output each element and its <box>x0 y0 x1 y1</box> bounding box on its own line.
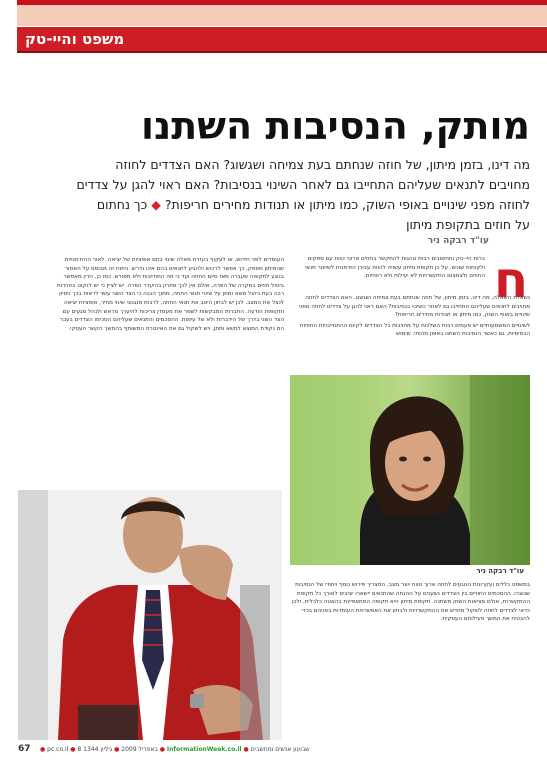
deck-line-1: מה דינו, בזמן מיתון, של חוזה שנחתם בעת צמיחה ושגשוג? האם הצדדים לחוזה <box>115 157 530 172</box>
stressed-man-photo <box>18 490 282 740</box>
deck-line-3: לחוזה מפני שינויים באופי השוק, כמו מיתון או תנודות מחירים חריפות? <box>164 197 530 212</box>
byline: עו"ד רבקה ניר <box>427 236 489 246</box>
footer-date: 8 באפריל 2009 <box>77 746 158 753</box>
deck-line-3-wrap <box>30 195 530 215</box>
dropcap: ח <box>493 251 529 309</box>
body-question-text: נשאלת השאלה, מה דינו, בזמן מיתון, של חוזה שנחתם בעת צמיחה ושגשוג. האם הצדדים לחוזה מחויבים לתנאים שעליהם התחייבו גם לאחר השינוי בנסיבות? האם ראוי להגן על צדדים לחוזה מפני שינויים באופי השוק, כמו מיתון או תנודות מחירים חריפות? <box>298 295 530 319</box>
page-number: 67 <box>18 744 31 754</box>
footer-dot-icon: ● <box>243 746 249 753</box>
footer-publication: שבועון אנשים ומחשבים <box>250 746 310 753</box>
author-portrait <box>290 375 530 565</box>
headline: מותק, הנסיבות השתנו <box>140 104 530 148</box>
body-intro: ברות היי-טק ותחשובים רבות נוהגות להתקשר בחוזים ארוכי טווח עם ספקים ולקוחות שונים. על כן תקופת מיתון עשויה להוות עבורן הזדמנות לשיפור תנאי החוזים ולצמצום התקשרויות לא יעילות ולא רווחיות. <box>304 256 485 280</box>
body-left-column: העומדים לפני חידוש, או לעקוף בעזרת מאלה שינוי בתם אופציות של יציאה. לאור ההזדמנויות שהמיתון מספק, כך אפשר לרכוש ולהגיע לתנאים בהם אינו נדרש. ניתוח זה מבוסס על האמור בנוגע לתקופה שעברה מאז סיום החוזה ועד כי מה התחייבות ולא מפורש. כמו כן, הדין מאפשר ביטול חוזים במקרה של הפרה, אולם אין לכך פתרון בהיעדר הפרה. יש לציין כי יש לנקוט בזהירות רבה בעת ניהול משא ומתן על שינוי תנאי החוזה, מתוך הבנה כי הצד השני עשוי לראות בכך ניסיון לנצל את המצב. לכן יש לבחון היטב את תנאי החוזה, לרבות מנגנוני שינוי מחיר, אופציות יציאה ותקופות הודעה. החברות המבקשות לשפר את מעמדן צריכות להיערך מראש ולנהל מגעים עם הצד השני בדרך של הידברות ולא של עימות. ההסכמים והתנאים שעליהם הסכימו הצדדים בעבר הם נקודת המוצא למשא ומתן, ויש לשקול גם את האינטרס המשותף בהמשך הקשר העסקי. <box>57 257 284 332</box>
top-red-strip <box>17 0 547 5</box>
deck <box>30 155 530 235</box>
body-bottom-column: במשפט כללים ועקרונות הנוגעים לחוזה ארוך טווח יוצר מצב, המצריך פירוש נוסף ויחודי של הנסיבות שנוצרו. ההסכמים החוזיים בין הצדדים נשענים על ההנחה שהתנאים יישארו יציבים לאורך כל תקופת ההתקשרות, אולם מציאות השוק משתנה. תקופת מיתון היא תקופה המתאפיינת בהאטה כלכלית, ולכן כדאי לצדדים לחוזה לשקול מחדש את ההתקשרויות ולבחון את האפשרויות העומדות בפניהם בכדי להבטיח את המשך פעילותם העסקית. <box>291 582 530 623</box>
footer-site: pc.co.il <box>47 746 69 753</box>
photo-caption <box>290 565 530 578</box>
deck-line-2: מחויבים לתנאים שעליהם התחייבו גם לאחר השינוי בנסיבות? האם ראוי להגן על צדדים <box>76 177 530 192</box>
diamond-bullet-icon: ◆ <box>151 197 161 212</box>
body-more-text: לשינויים המשמעותיים יש פעמים רבות השלכות על מחויבות כל הצדדים לקיום ההתחייבויות החוזיות הבסיסיות, גם כאשר הנסיבות השתנו באופן מהותי. שימוש <box>299 322 530 338</box>
footer-dot-icon: ● <box>70 746 76 753</box>
body-question <box>290 290 530 339</box>
footer-line <box>40 746 310 753</box>
section-header <box>17 27 547 53</box>
deck-ending: כך נחתום <box>96 197 148 212</box>
footer-dot-icon: ● <box>114 746 120 753</box>
photo-caption-text: עו"ד רבקה ניר <box>476 567 524 575</box>
section-label: משפט והיי-טק <box>25 30 125 48</box>
footer-issue: גיליון 1344 <box>83 746 113 753</box>
deck-line-4: על חוזים בתקופת מיתון <box>406 217 530 232</box>
footer-brand: InformationWeek.co.il <box>166 746 242 753</box>
footer-dot-icon: ● <box>40 746 46 753</box>
footer-dot-icon: ● <box>159 746 165 753</box>
